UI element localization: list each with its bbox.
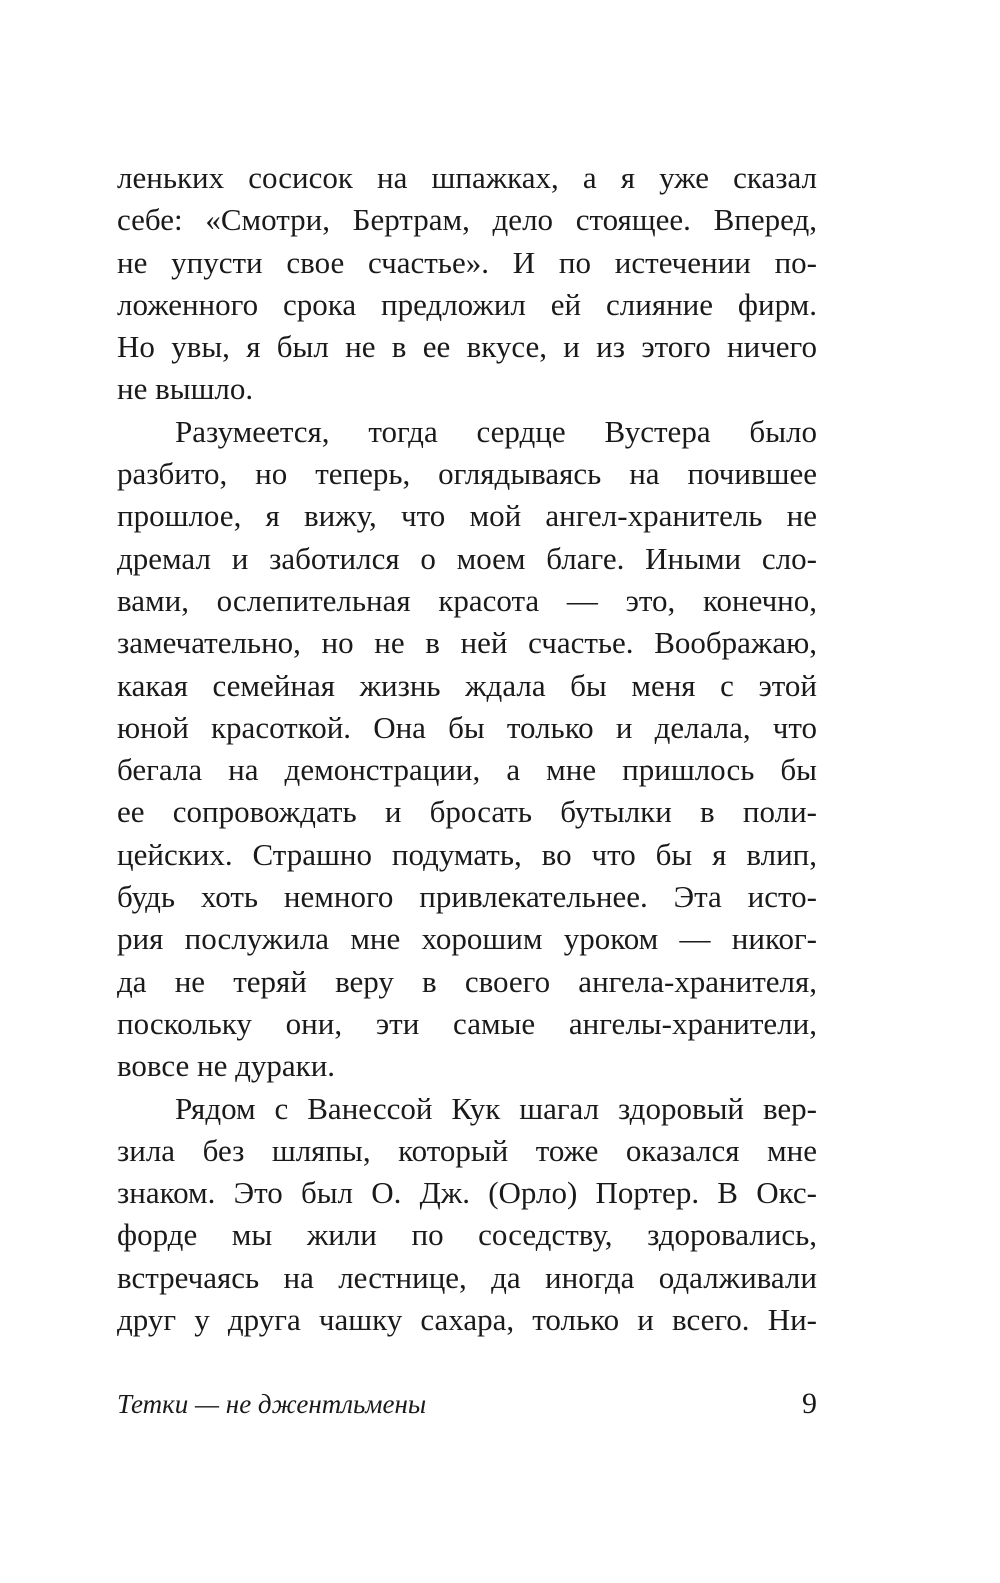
text-line: форде мы жили по соседству, здоровались, bbox=[117, 1217, 817, 1253]
text-line: не вышло. bbox=[117, 371, 254, 407]
text-line: будь хоть немного привлекательнее. Эта исто- bbox=[117, 879, 817, 915]
text-line: цейских. Страшно подумать, во что бы я влип, bbox=[117, 836, 817, 872]
text-line: Рядом с Ванессой Кук шагал здоровый вер- bbox=[175, 1090, 817, 1126]
running-title: Тетки — не джентльмены bbox=[117, 1389, 427, 1419]
text-line: встречаясь на лестнице, да иногда одалживали bbox=[117, 1259, 817, 1295]
text-line: не упусти свое счастье». И по истечении по- bbox=[117, 244, 817, 280]
text-line: леньких сосисок на шпажках, а я уже сказал bbox=[117, 160, 817, 195]
text-line: ее сопровождать и бросать бутылки в поли- bbox=[117, 794, 817, 830]
text-line: замечательно, но не в ней счастье. Воображаю, bbox=[117, 625, 817, 661]
text-line: поскольку они, эти самые ангелы-хранители, bbox=[117, 1005, 817, 1041]
text-line: Но увы, я был не в ее вкусе, и из этого ничего bbox=[117, 329, 817, 365]
text-line: бегала на демонстрации, а мне пришлось бы bbox=[117, 752, 817, 788]
text-line: себе: «Смотри, Бертрам, дело стоящее. Вперед, bbox=[117, 202, 817, 238]
text-line: рия послужила мне хорошим уроком — никог- bbox=[117, 921, 817, 957]
text-line: ложенного срока предложил ей слияние фирм. bbox=[117, 286, 817, 322]
text-line: вами, ослепительная красота — это, конечно, bbox=[117, 582, 817, 618]
body-text bbox=[117, 157, 817, 1341]
text-line: друг у друга чашку сахара, только и всего. Ни- bbox=[117, 1302, 817, 1338]
text-line: юной красоткой. Она бы только и делала, что bbox=[117, 709, 817, 745]
text-line: зила без шляпы, который тоже оказался мне bbox=[117, 1132, 817, 1168]
text-line: дремал и заботился о моем благе. Иными сло- bbox=[117, 540, 817, 576]
page-number: 9 bbox=[802, 1387, 817, 1420]
text-line: вовсе не дураки. bbox=[117, 1048, 336, 1084]
page-footer bbox=[117, 1384, 817, 1424]
text-line: разбито, но теперь, оглядываясь на почившее bbox=[117, 456, 817, 492]
text-line: да не теряй веру в своего ангела-хранителя, bbox=[117, 963, 817, 999]
text-line: какая семейная жизнь ждала бы меня с этой bbox=[117, 667, 817, 703]
text-line: Разумеется, тогда сердце Вустера было bbox=[175, 413, 817, 449]
text-line: прошлое, я вижу, что мой ангел-хранитель не bbox=[117, 498, 817, 534]
text-line: знаком. Это был О. Дж. (Орло) Портер. В Окс- bbox=[117, 1175, 817, 1211]
